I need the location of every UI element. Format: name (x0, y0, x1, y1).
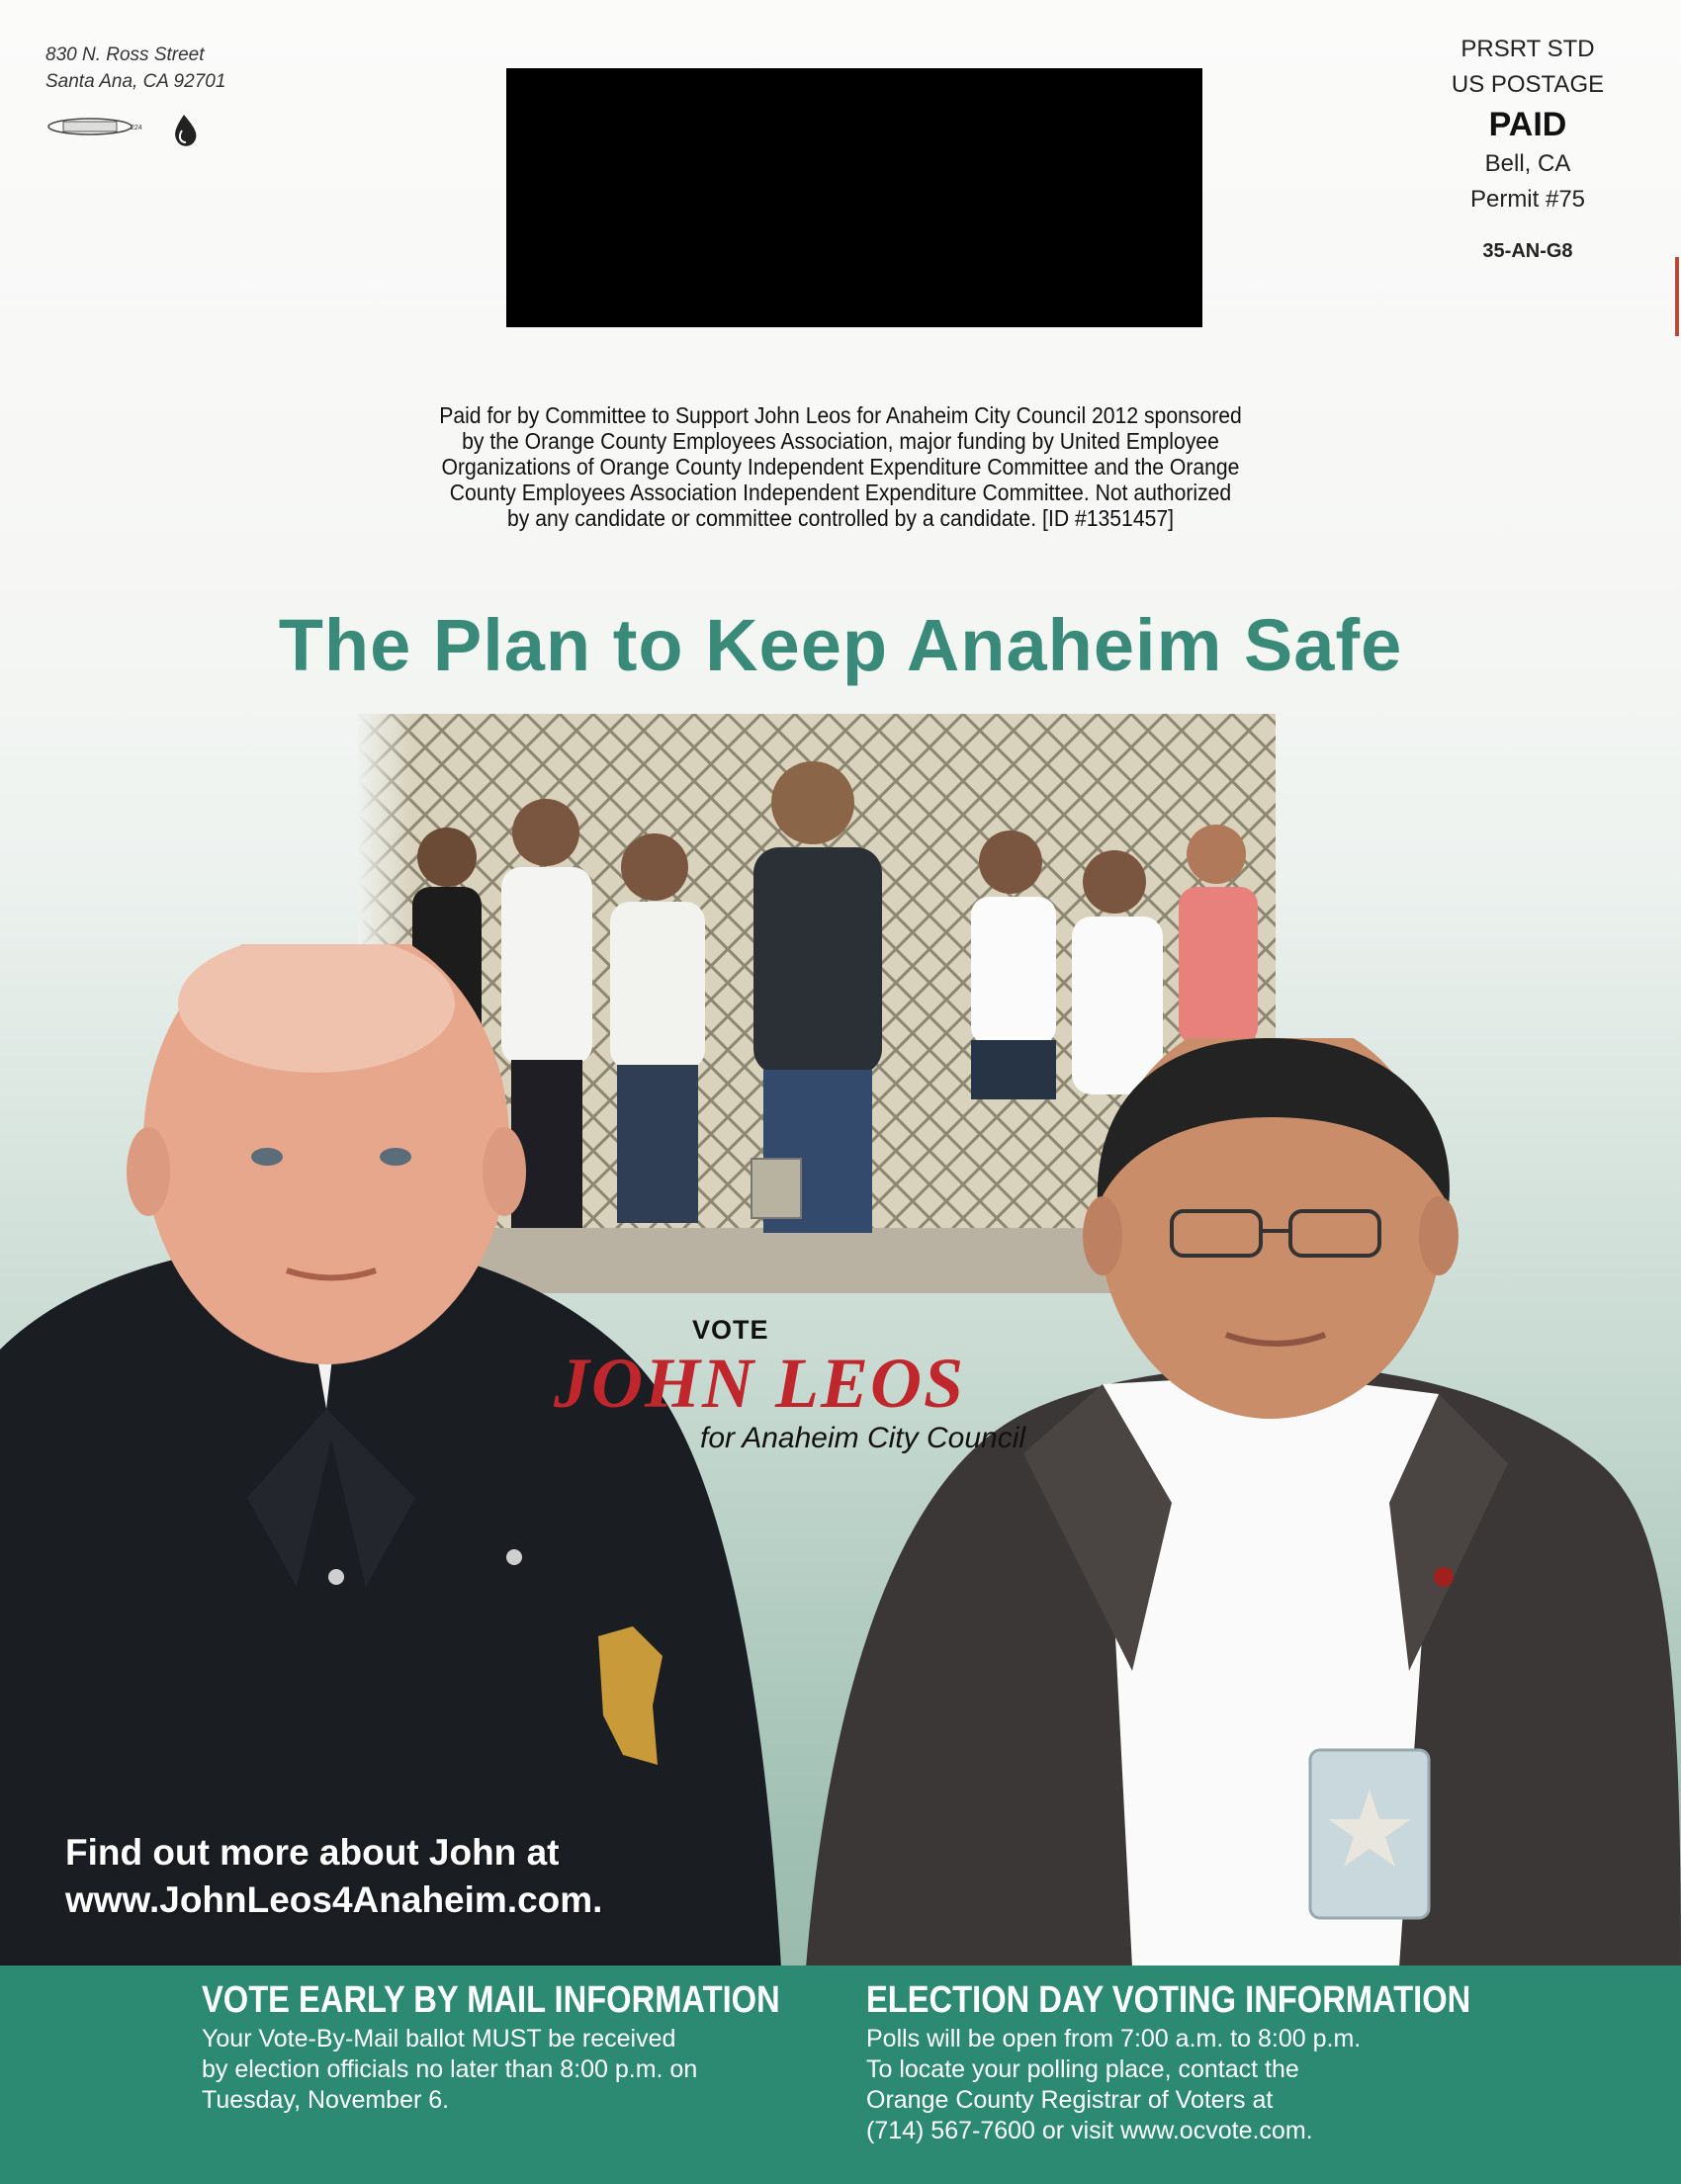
union-bug-icon (45, 113, 214, 156)
info-line: Polls will be open from 7:00 a.m. to 8:00 p.m. (866, 2025, 1362, 2053)
disclaimer-line: by any candidate or committee controlled by a candidate. [ID #1351457] (506, 505, 1175, 531)
more-info (65, 1829, 602, 1924)
vote-label: VOTE (692, 1315, 769, 1345)
postage-class: PRSRT STD (1460, 36, 1595, 62)
return-street: 830 N. Ross Street (45, 44, 205, 65)
officer-portrait-photo (0, 944, 821, 1967)
candidate-name: JOHN LEOS (554, 1344, 966, 1423)
vote-by-mail-heading: VOTE EARLY BY MAIL INFORMATION (202, 1979, 780, 2021)
disclaimer-line: Organizations of Orange County Independent Expenditure Committee and the Orange (441, 454, 1240, 480)
info-line: (714) 567-7600 or visit www.ocvote.com. (866, 2117, 1313, 2144)
headline: The Plan to Keep Anaheim Safe (278, 604, 1403, 686)
info-line: To locate your polling place, contact the (866, 2055, 1299, 2083)
edge-mark (1675, 257, 1679, 336)
candidate-office: for Anaheim City Council (700, 1422, 1026, 1454)
return-city: Santa Ana, CA 92701 (45, 71, 226, 92)
election-day-info (866, 1979, 1569, 2146)
vote-by-mail-info (202, 1979, 874, 2116)
postage-line: US POSTAGE (1451, 71, 1605, 98)
info-line: Orange County Registrar of Voters at (866, 2086, 1274, 2114)
vote-by-mail-text (202, 2024, 874, 2116)
campaign-website: www.JohnLeos4Anaheim.com. (65, 1879, 603, 1920)
return-address (45, 42, 225, 95)
voting-info-band (0, 1966, 1681, 2184)
info-line: Tuesday, November 6. (202, 2086, 450, 2114)
union-bug-number: 224 (131, 125, 142, 131)
paid-for-disclaimer (395, 402, 1286, 531)
postage-permit: Permit #75 (1469, 186, 1586, 213)
info-line: Your Vote-By-Mail ballot MUST be received (202, 2025, 676, 2053)
candidate-portrait-photo (806, 1038, 1681, 1967)
disclaimer-line: Paid for by Committee to Support John Leos for Anaheim City Council 2012 sponsored (439, 402, 1242, 428)
redacted-address-block (506, 68, 1202, 327)
election-day-text (866, 2024, 1569, 2146)
postage-city: Bell, CA (1484, 150, 1571, 177)
election-day-heading: ELECTION DAY VOTING INFORMATION (866, 1979, 1471, 2021)
postage-status: PAID (1488, 106, 1567, 143)
more-info-line: Find out more about John at (65, 1832, 560, 1873)
disclaimer-line: County Employees Association Independent Expenditure Committee. Not authorized (449, 480, 1232, 505)
route-code: 35-AN-G8 (1482, 240, 1573, 262)
info-line: by election officials no later than 8:00 p.m. on (202, 2055, 698, 2083)
disclaimer-line: by the Orange County Employees Association, major funding by United Employee (462, 428, 1219, 454)
postage-indicia (1424, 32, 1632, 269)
